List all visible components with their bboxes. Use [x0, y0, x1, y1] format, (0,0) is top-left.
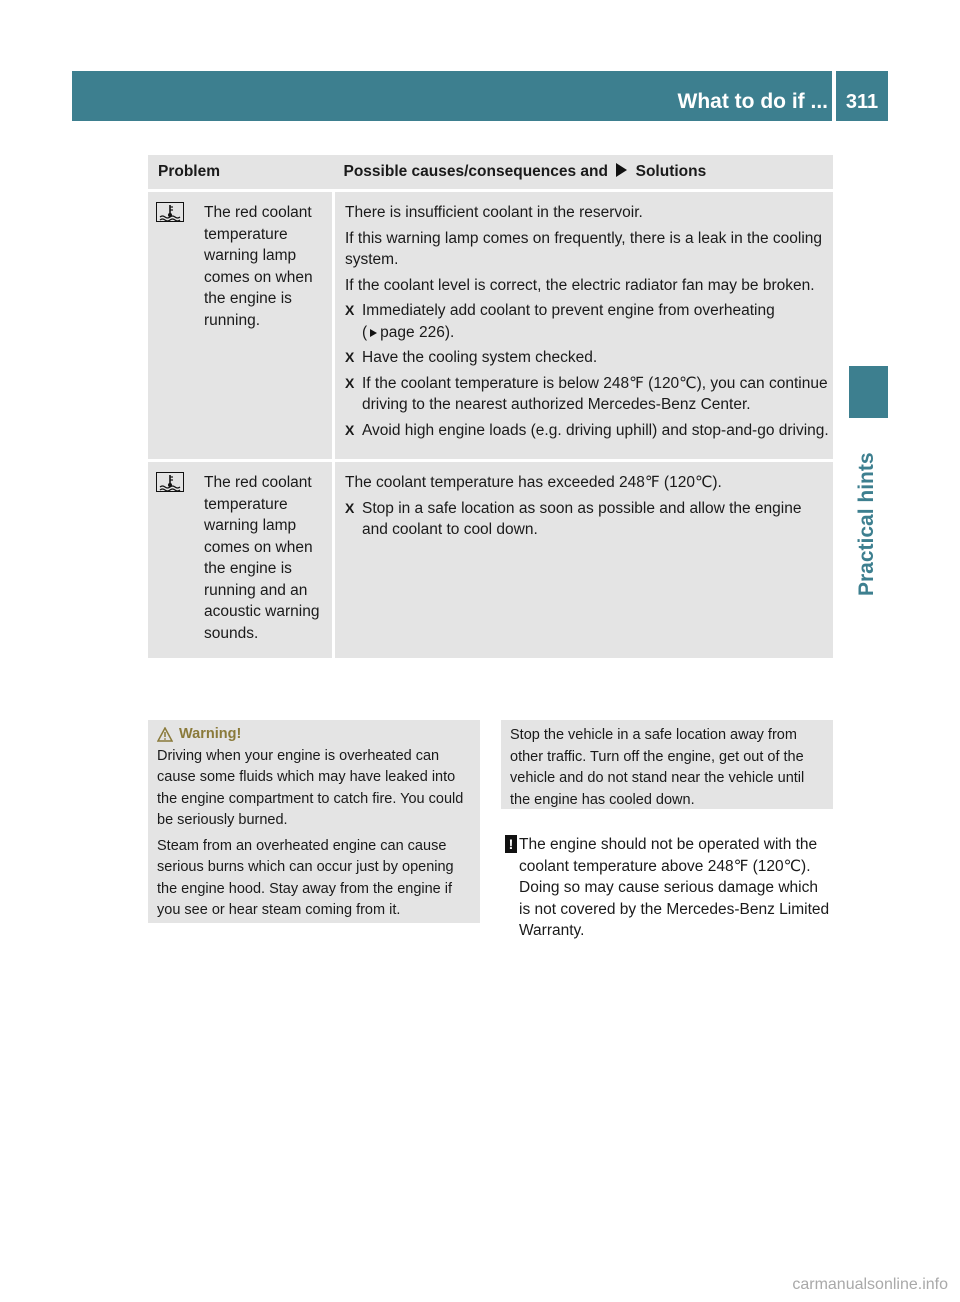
- table-row: [148, 461, 833, 659]
- step-marker-icon: X: [345, 499, 355, 516]
- solutions-cell: [334, 461, 834, 659]
- warning-paragraph: Driving when your engine is overheated can cause some fluids which may have leaked into the engine compartment to catch fire. You could be seriously burned.: [157, 747, 464, 828]
- section-title: What to do if ...: [677, 90, 828, 113]
- coolant-temperature-icon: [156, 202, 184, 222]
- watermark: carmanualsonline.info: [792, 1276, 948, 1293]
- col-header-solutions-suffix: Solutions: [635, 163, 707, 181]
- warning-title: [157, 724, 472, 746]
- solution-step: [345, 420, 829, 442]
- col-header-problem: Problem: [148, 155, 334, 191]
- page-number: 311: [845, 91, 879, 113]
- safety-instruction-box: Stop the vehicle in a safe location away from other traffic. Turn off the engine, get out of the vehicle and do not stand near the vehicle until the engine has cooled down.: [501, 720, 833, 809]
- solution-step-text: Avoid high engine loads (e.g. driving uphill) and stop-and-go driving.: [362, 421, 829, 439]
- cause-text: There is insufficient coolant in the reservoir.: [345, 204, 643, 221]
- step-marker-icon: X: [345, 421, 355, 438]
- warning-title-text: Warning!: [179, 726, 242, 742]
- arrow-right-icon: [616, 163, 627, 177]
- solutions-cell: [334, 191, 834, 461]
- warning-box: [148, 720, 480, 923]
- solution-step: [345, 373, 829, 416]
- warning-paragraph: Steam from an overheated engine can cause serious burns which can occur just by opening the engine hood. Stay away from the engine if you see or hear steam coming from it.: [157, 837, 454, 918]
- solution-step-text: Have the cooling system checked.: [362, 349, 598, 366]
- cause-text: The coolant temperature has exceeded 248℉ (120℃).: [345, 474, 722, 491]
- icon-cell: [148, 461, 198, 659]
- solution-step: [345, 498, 829, 541]
- solution-step: [345, 347, 829, 369]
- problem-table: [148, 155, 833, 658]
- col-header-solutions-prefix: Possible causes/consequences and: [343, 163, 608, 181]
- step-marker-icon: X: [345, 374, 355, 391]
- cause-text: If the coolant level is correct, the electric radiator fan may be broken.: [345, 276, 815, 294]
- side-tab-label: Practical hints: [855, 452, 878, 596]
- warning-triangle-icon: [157, 727, 173, 742]
- page-reference[interactable]: page 226: [380, 323, 445, 341]
- solution-step-text: Immediately add coolant to prevent engine from overheating: [362, 302, 775, 319]
- solution-step: [345, 300, 829, 343]
- icon-cell: [148, 191, 198, 461]
- side-tab-marker: [849, 366, 888, 418]
- page-ref-arrow-icon: [370, 329, 377, 337]
- table-row: [148, 191, 833, 461]
- step-marker-icon: X: [345, 349, 355, 365]
- problem-cell: The red coolant temperature warning lamp comes on when the engine is running and an acoustic warning sounds.: [198, 461, 334, 659]
- note-text: The engine should not be operated with the coolant temperature above 248℉ (120℃). Doing so may cause serious damage which is not covered by the Mercedes-Benz Limited Warranty.: [519, 836, 830, 939]
- step-marker-icon: X: [345, 302, 355, 318]
- solution-step-text: Stop in a safe location as soon as possible and allow the engine and coolant to cool down.: [362, 499, 802, 538]
- coolant-temperature-icon: [156, 472, 184, 492]
- cause-text: If this warning lamp comes on frequently, there is a leak in the cooling system.: [345, 229, 823, 268]
- page-ref-close: ).: [444, 323, 455, 341]
- solution-step-text: If the coolant temperature is below 248℉ (120℃), you can continue driving to the nearest authorized Mercedes-Benz Center.: [362, 374, 828, 413]
- important-note: [505, 834, 833, 942]
- page-ref-open: (: [362, 323, 368, 341]
- col-header-solutions: [334, 155, 834, 191]
- exclamation-icon: !: [505, 835, 517, 853]
- problem-cell: The red coolant temperature warning lamp comes on when the engine is running.: [198, 191, 334, 461]
